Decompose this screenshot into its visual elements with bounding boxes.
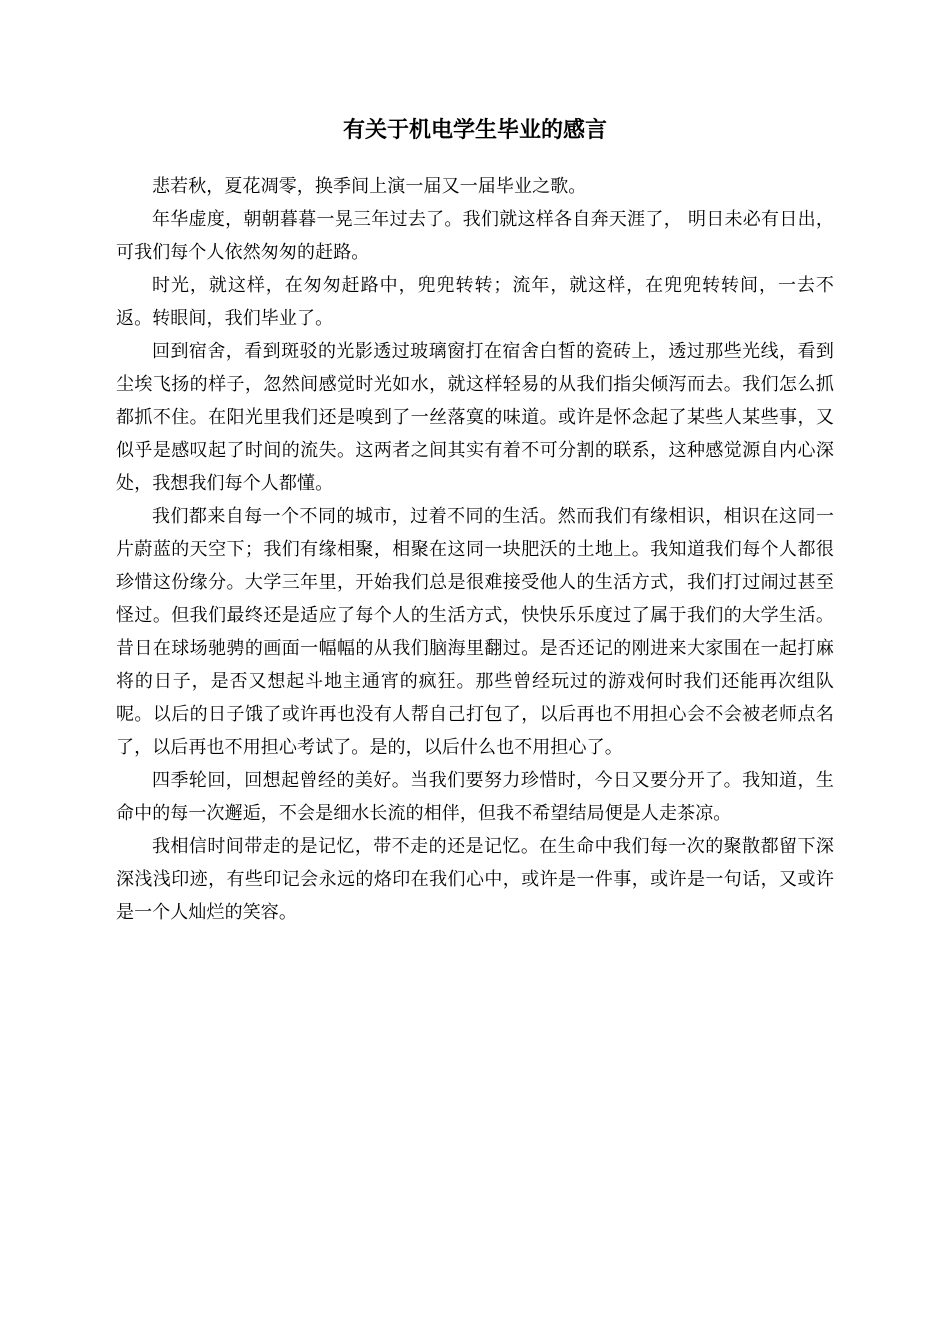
paragraph: 我相信时间带走的是记忆，带不走的还是记忆。在生命中我们每一次的聚散都留下深深浅浅印迹，有些印记会永远的烙印在我们心中，或许是一件事，或许是一句话，又或许是一个人灿烂的笑容。 [116,836,834,923]
paragraph: 我们都来自每一个不同的城市，过着不同的生活。然而我们有缘相识，相识在这同一片蔚蓝的天空下；我们有缘相聚，相聚在这同一块肥沃的土地上。我知道我们每个人都很珍惜这份缘分。大学三年里，开始我们总是很难接受他人的生活方式，我们打过闹过甚至怪过。但我们最终还是适应了每个人的生活方式，快快乐乐度过了属于我们的大学生活。昔日在球场驰骋的画面一幅幅的从我们脑海里翻过。是否还记的刚进来大家围在一起打麻将的日子，是否又想起斗地主通宵的疯狂。那些曾经玩过的游戏何时我们还能再次组队呢。以后的日子饿了或许再也没有人帮自己打包了，以后再也不用担心会不会被老师点名了，以后再也不用担心考试了。是的，以后什么也不用担心了。 [116,506,834,758]
document-body [116,170,834,929]
paragraph: 时光，就这样，在匆匆赶路中，兜兜转转；流年，就这样，在兜兜转转间，一去不返。转眼间，我们毕业了。 [116,275,834,329]
paragraph: 回到宿舍，看到斑驳的光影透过玻璃窗打在宿舍白皙的瓷砖上，透过那些光线，看到尘埃飞扬的样子，忽然间感觉时光如水，就这样轻易的从我们指尖倾泻而去。我们怎么抓都抓不住。在阳光里我们还是嗅到了一丝落寞的味道。或许是怀念起了某些人某些事，又似乎是感叹起了时间的流失。这两者之间其实有着不可分割的联系，这种感觉源自内心深处，我想我们每个人都懂。 [116,341,834,494]
document-title: 有关于机电学生毕业的感言 [342,118,607,143]
paragraph: 四季轮回，回想起曾经的美好。当我们要努力珍惜时，今日又要分开了。我知道，生命中的每一次邂逅，不会是细水长流的相伴，但我不希望结局便是人走茶凉。 [116,770,834,824]
paragraph: 悲若秋，夏花凋零，换季间上演一届又一届毕业之歌。 [152,176,587,197]
paragraph: 年华虚度，朝朝暮暮一晃三年过去了。我们就这样各自奔天涯了， 明日未必有日出，可我们每个人依然匆匆的赶路。 [116,209,834,263]
